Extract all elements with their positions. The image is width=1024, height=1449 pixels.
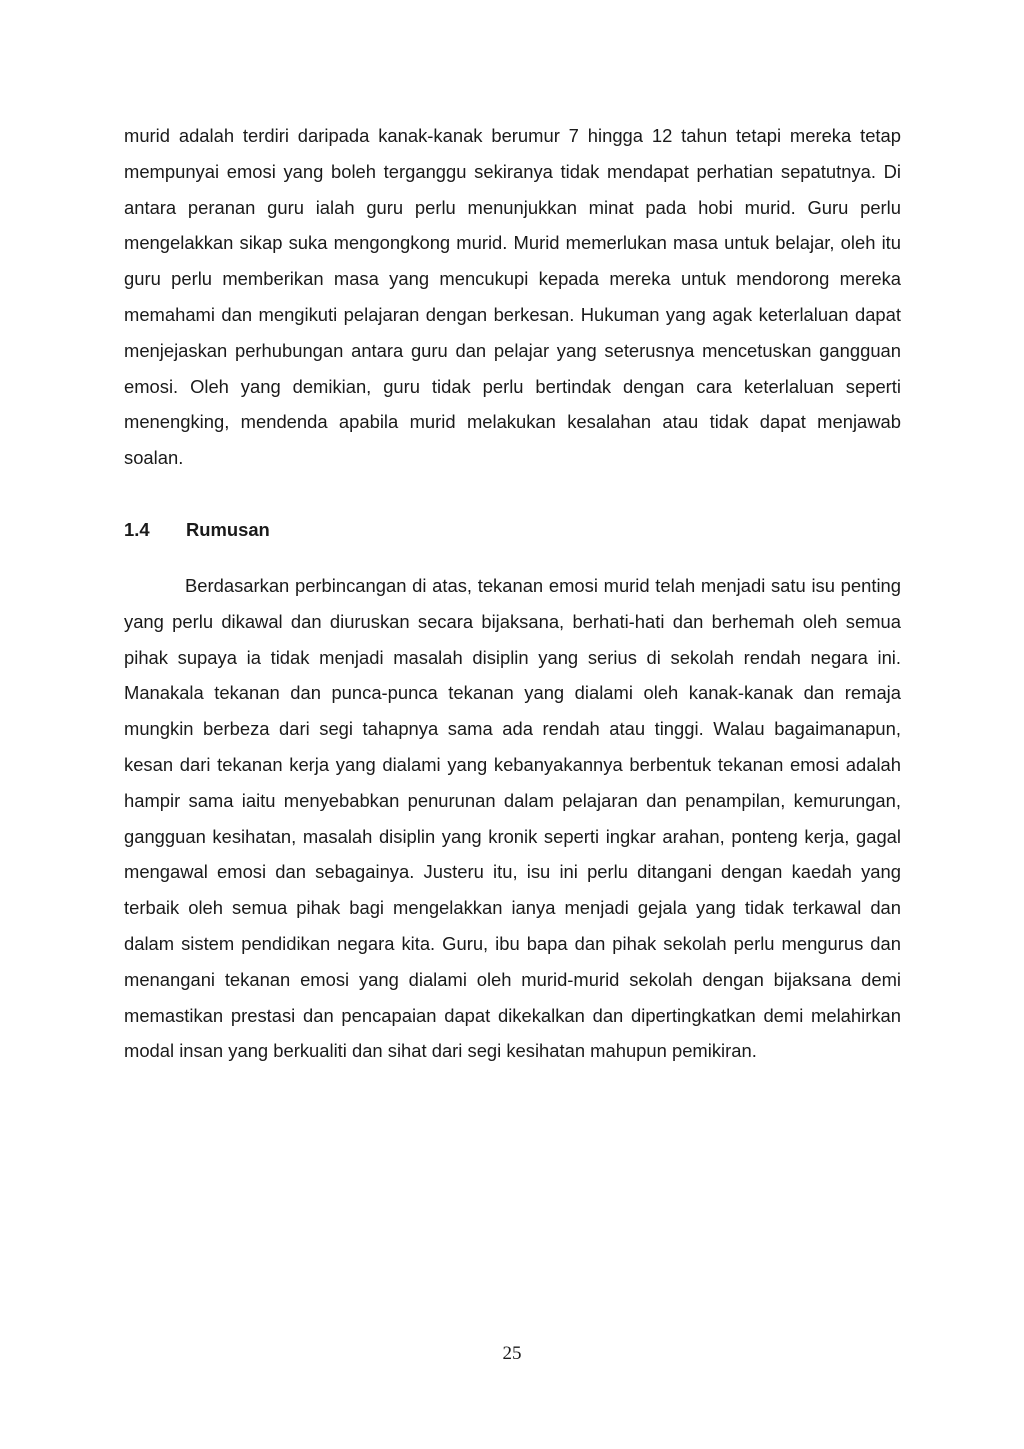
section-heading: [124, 512, 270, 547]
body-paragraph-1: murid adalah terdiri daripada kanak-kanak berumur 7 hingga 12 tahun tetapi mereka tetap mempunyai emosi yang boleh terganggu sekiranya tidak mendapat perhatian sepatutnya. Di antara peranan guru ialah guru perlu menunjukkan minat pada hobi murid. Guru perlu mengelakkan sikap suka mengongkong murid. Murid memerlukan masa untuk belajar, oleh itu guru perlu memberikan masa yang mencukupi kepada mereka untuk mendorong mereka memahami dan mengikuti pelajaran dengan berkesan. Hukuman yang agak keterlaluan dapat menjejaskan perhubungan antara guru dan pelajar yang seterusnya mencetuskan gangguan emosi. Oleh yang demikian, guru tidak perlu bertindak dengan cara keterlaluan seperti menengking, mendenda apabila murid melakukan kesalahan atau tidak dapat menjawab soalan.: [124, 125, 901, 469]
body-paragraph-2: Berdasarkan perbincangan di atas, tekanan emosi murid telah menjadi satu isu penting yang perlu dikawal dan diuruskan secara bijaksana, berhati-hati dan berhemah oleh semua pihak supaya ia tidak menjadi masalah disiplin yang serius di sekolah rendah negara ini. Manakala tekanan dan punca-punca tekanan yang dialami oleh kanak-kanak dan remaja mungkin berbeza dari segi tahapnya sama ada rendah atau tinggi. Walau bagaimanapun, kesan dari tekanan kerja yang dialami yang kebanyakannya berbentuk tekanan emosi adalah hampir sama iaitu menyebabkan penurunan dalam pelajaran dan penampilan, kemurungan, gangguan kesihatan, masalah disiplin yang kronik seperti ingkar arahan, ponteng kerja, gagal mengawal emosi dan sebagainya. Justeru itu, isu ini perlu ditangani dengan kaedah yang terbaik oleh semua pihak bagi mengelakkan ianya menjadi gejala yang tidak terkawal dan dalam sistem pendidikan negara kita. Guru, ibu bapa dan pihak sekolah perlu mengurus dan menangani tekanan emosi yang dialami oleh murid-murid sekolah dengan bijaksana demi memastikan prestasi dan pencapaian dapat dikekalkan dan dipertingkatkan demi melahirkan modal insan yang berkualiti dan sihat dari segi kesihatan mahupun pemikiran.: [124, 575, 901, 1062]
section-title: Rumusan: [186, 519, 270, 540]
page-number: 25: [502, 1343, 522, 1364]
section-number: 1.4: [124, 519, 150, 540]
